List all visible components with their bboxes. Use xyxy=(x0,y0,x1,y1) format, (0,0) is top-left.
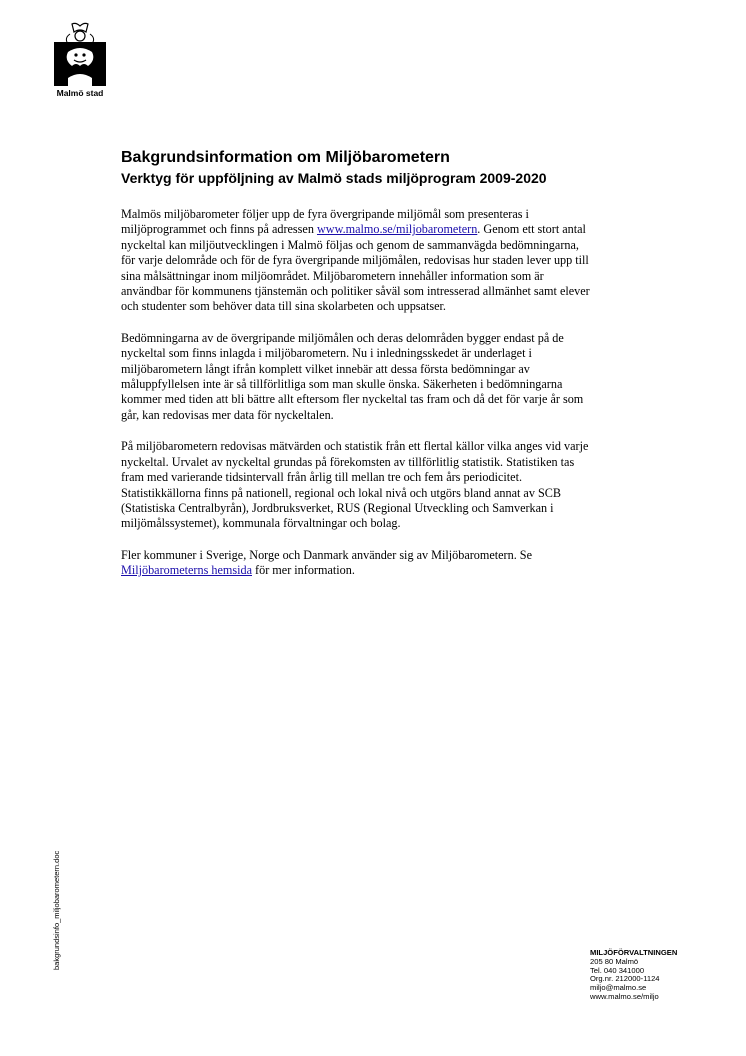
logo-caption: Malmö stad xyxy=(56,88,104,98)
miljobarometern-homepage-link[interactable]: Miljöbarometerns hemsida xyxy=(121,563,252,578)
paragraph-4-text-a: Fler kommuner i Sverige, Norge och Danmark använder sig av Miljöbarometern. Se xyxy=(121,547,532,562)
footer-orgnr: Org.nr. 212000-1124 xyxy=(590,974,660,984)
malmo-coat-of-arms-icon xyxy=(50,22,110,98)
document-title: Bakgrundsinformation om Miljöbarometern xyxy=(121,149,450,166)
footer-phone: Tel. 040 341000 xyxy=(590,965,645,975)
document-subtitle: Verktyg för uppföljning av Malmö stads miljöprogram 2009-2020 xyxy=(121,170,547,186)
paragraph-1-text-b: . Genom ett stort antal nyckeltal kan miljöutvecklingen i Malmö följas och genom de sammanvägda bedömningarna, för varje delområde och för de fyra övergripande miljömålen, redovisas hur staden lever upp till sina målsättningar inom miljöområdet. Miljöbarometern innehåller information som är användbar för kommunens tjänstemän och politiker såväl som intresserad allmänhet samt elever och studenter som behöver data till sina skolarbeten och uppsatser. xyxy=(121,222,590,314)
footer-email: miljo@malmo.se xyxy=(590,983,647,993)
paragraph-2: Bedömningarna av de övergripande miljömålen och deras delområden bygger endast på de nyckeltal som finns inlagda i miljöbarometern. Nu i inledningsskedet är underlaget i miljöbarometern långt ifrån komplett vilket innebär att dessa första bedömningar av måluppfyllelsen inte är så tillförlitliga som man skulle önska. Säkerheten i bedömningarna kommer med tiden att bli bättre allt eftersom fler nyckeltal tas fram och då det för varje år som går, kan redovisas mer data för nyckeltalen. xyxy=(121,330,584,422)
footer-contact xyxy=(590,949,677,1002)
side-filename: bakgrundsinfo_miljobarometern.doc xyxy=(52,850,61,970)
paragraph-3: På miljöbarometern redovisas mätvärden och statistik från ett flertal källor vilka anges vid varje nyckeltal. Urvalet av nyckeltal grundas på förekomsten av tillförlitlig statistik. Statistiken tas fram med varierande tidsintervall från årlig till mellan tre och fem års periodicitet. Statistikkällorna finns på nationell, regional och lokal nivå och utgörs bland annat av SCB (Statistiska Centralbyrån), Jordbruksverket, RUS (Regional Utveckling och Samverkan i miljömålssystemet), kommunala förvaltningar och bolag. xyxy=(121,439,589,531)
paragraph-4-text-b: för mer information. xyxy=(252,563,355,578)
document-body xyxy=(121,207,591,595)
paragraph-1 xyxy=(121,207,591,315)
document-heading xyxy=(121,148,641,188)
footer-org: MILJÖFÖRVALTNINGEN xyxy=(590,948,678,957)
footer-address: 205 80 Malmö xyxy=(590,956,639,966)
paragraph-1-text-a: Malmös miljöbarometer följer upp de fyra övergripande miljömål som presenteras i miljöprogrammet och finns på adressen xyxy=(121,207,529,237)
paragraph-4 xyxy=(121,548,591,579)
footer-web: www.malmo.se/miljo xyxy=(590,991,659,1001)
miljobarometern-url-link[interactable]: www.malmo.se/miljobarometern xyxy=(316,222,478,237)
